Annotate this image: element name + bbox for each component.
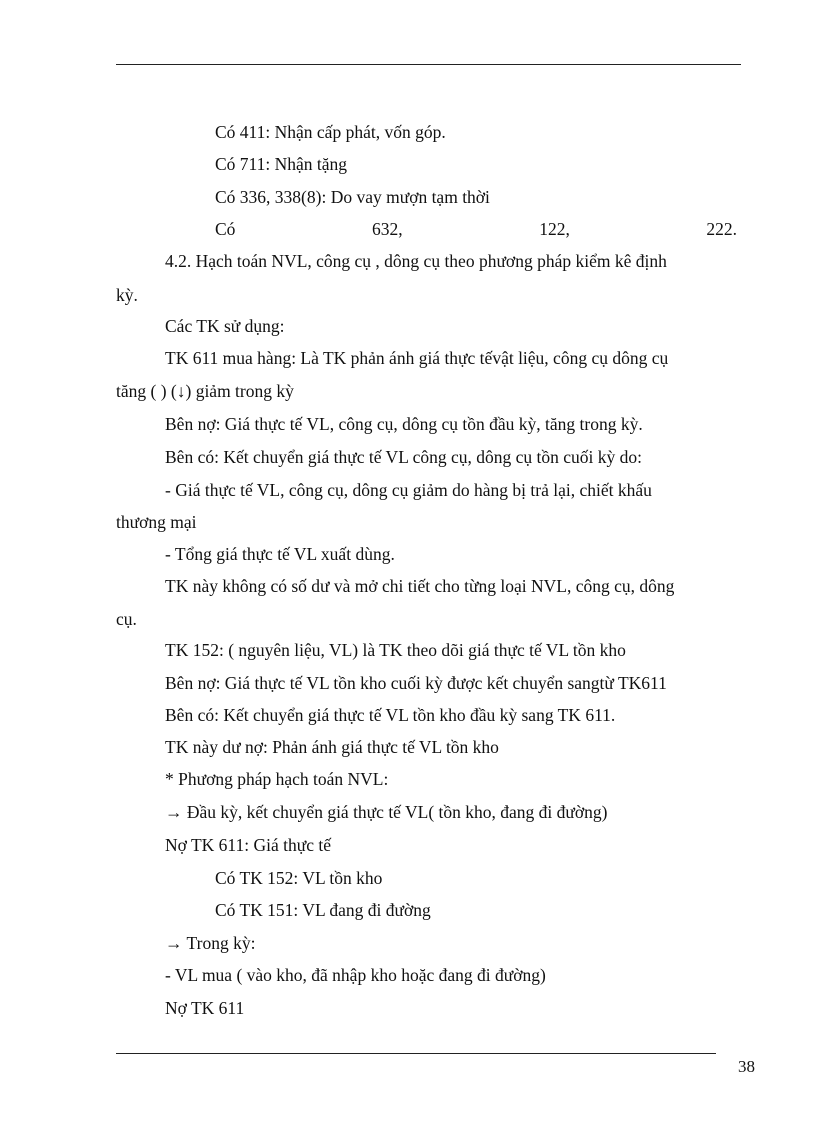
text-line: TK này dư nợ: Phản ánh giá thực tế VL tồn kho xyxy=(165,737,499,757)
text-line: TK 152: ( nguyên liệu, VL) là TK theo dõi giá thực tế VL tồn kho xyxy=(165,640,626,660)
text-word: Có xyxy=(215,219,236,239)
text-line: Có 711: Nhận tặng xyxy=(215,154,348,174)
text-line: Nợ TK 611: Giá thực tế xyxy=(165,835,332,855)
text-word: 632, xyxy=(372,219,403,239)
text-line: Có 336, 338(8): Do vay mượn tạm thời xyxy=(215,187,490,207)
text-line: TK này không có số dư và mở chi tiết cho từng loại NVL, công cụ, dông xyxy=(165,576,675,596)
text-line: Các TK sử dụng: xyxy=(165,316,285,336)
text-line: Bên nợ: Giá thực tế VL, công cụ, dông cụ tồn đầu kỳ, tăng trong kỳ. xyxy=(165,414,643,434)
text-line: - VL mua ( vào kho, đã nhập kho hoặc đang đi đường) xyxy=(165,965,546,985)
text-line: kỳ. xyxy=(116,285,138,305)
text-line: cụ. xyxy=(116,609,137,629)
text-line: Nợ TK 611 xyxy=(165,998,245,1018)
footer-rule xyxy=(116,1053,716,1054)
page-number: 38 xyxy=(738,1057,755,1076)
text-line: - Giá thực tế VL, công cụ, dông cụ giảm do hàng bị trả lại, chiết khấu xyxy=(165,480,652,500)
text-line: Có TK 152: VL tồn kho xyxy=(215,868,383,888)
header-rule xyxy=(116,64,741,65)
text-line: TK 611 mua hàng: Là TK phản ánh giá thực tếvật liệu, công cụ dông cụ xyxy=(165,348,669,368)
justified-line xyxy=(215,218,737,240)
text-line: tăng ( ) (↓) giảm trong kỳ xyxy=(116,381,294,401)
text-line: → Trong kỳ: xyxy=(165,933,256,953)
text-line: Bên nợ: Giá thực tế VL tồn kho cuối kỳ được kết chuyển sangtừ TK611 xyxy=(165,673,667,693)
text-line: thương mại xyxy=(116,512,197,532)
text-line: Bên có: Kết chuyển giá thực tế VL công cụ, dông cụ tồn cuối kỳ do: xyxy=(165,447,643,467)
text-line: - Tổng giá thực tế VL xuất dùng. xyxy=(165,544,395,564)
text-line: Bên có: Kết chuyển giá thực tế VL tồn kho đầu kỳ sang TK 611. xyxy=(165,705,616,725)
section-heading: 4.2. Hạch toán NVL, công cụ , dông cụ theo phương pháp kiểm kê định xyxy=(165,251,667,271)
text-line: Có 411: Nhận cấp phát, vốn góp. xyxy=(215,122,446,142)
text-line: * Phương pháp hạch toán NVL: xyxy=(165,769,389,789)
text-line: Có TK 151: VL đang đi đường xyxy=(215,900,431,920)
text-word: 222. xyxy=(706,219,737,239)
text-word: 122, xyxy=(539,219,570,239)
text-line: → Đầu kỳ, kết chuyển giá thực tế VL( tồn kho, đang đi đường) xyxy=(165,802,608,822)
